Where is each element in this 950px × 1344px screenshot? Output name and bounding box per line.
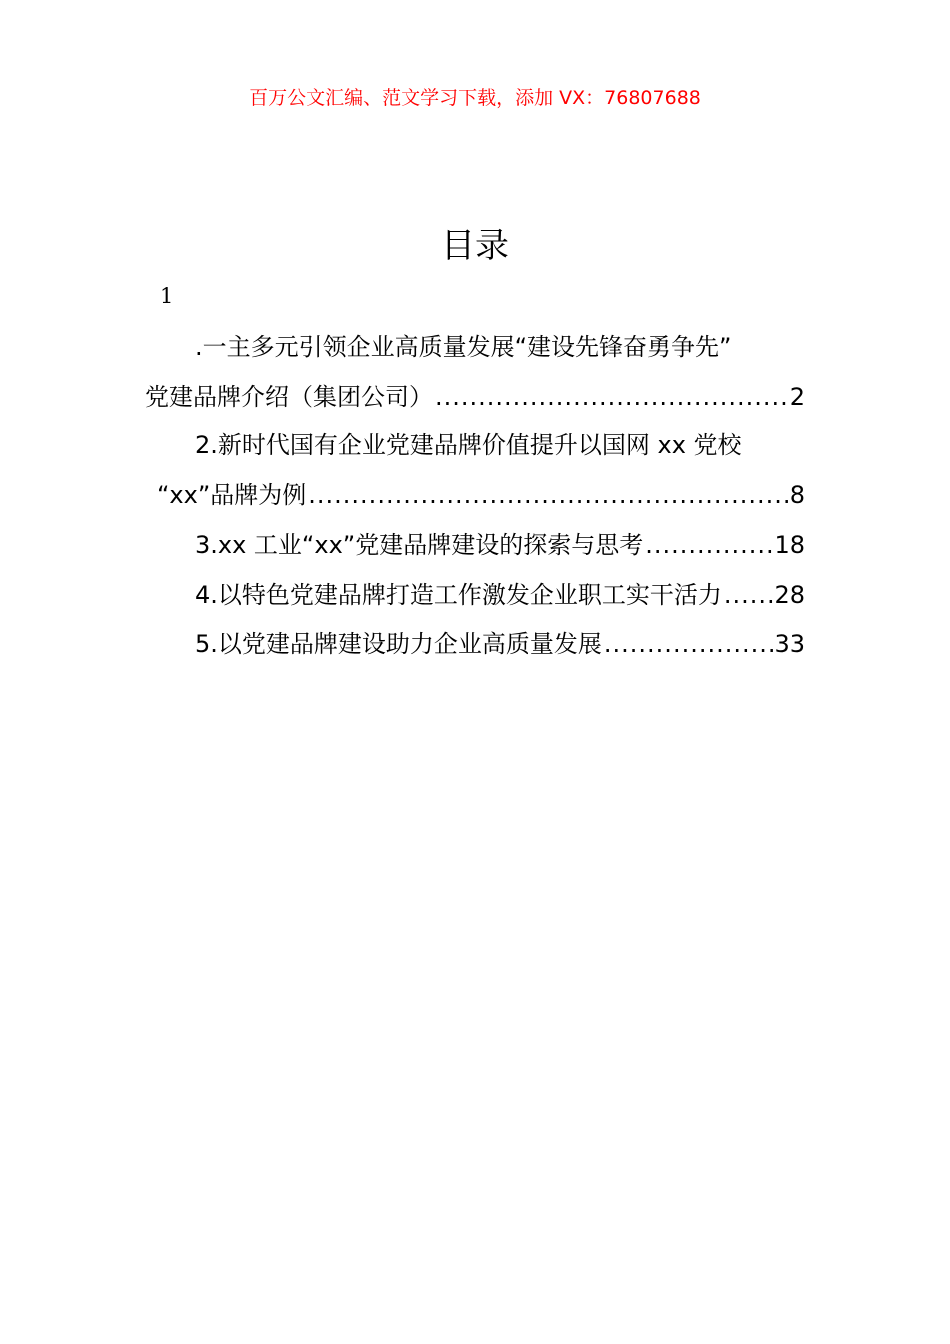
toc-entry-2-line-2[interactable] xyxy=(145,475,805,515)
toc-entry-label: 党建品牌介绍（集团公司） xyxy=(145,383,433,411)
toc-entry-label: 5.以党建品牌建设助力企业高质量发展 xyxy=(195,630,602,658)
toc-dot-leader xyxy=(722,575,775,615)
toc-entry-page-number: 28 xyxy=(774,581,805,609)
header-watermark-note: 百万公文汇编、范文学习下载，添加 VX：76807688 xyxy=(249,87,701,109)
toc-entry-page-number: 2 xyxy=(789,383,805,411)
toc-entry-label: “xx”品牌为例 xyxy=(157,481,307,509)
toc-title: 目录 xyxy=(441,226,509,266)
toc-dot-leader xyxy=(602,624,775,664)
toc-dot-leader xyxy=(433,377,790,417)
toc-entry-3[interactable] xyxy=(145,525,805,565)
toc-entry-label: 2.新时代国有企业党建品牌价值提升以国网 xx 党校 xyxy=(195,431,742,459)
toc-entry-page-number: 18 xyxy=(774,531,805,559)
toc-entry-label: .一主多元引领企业高质量发展“建设先锋奋勇争先” xyxy=(195,333,732,361)
toc-entry-label: 3.xx 工业“xx”党建品牌建设的探索与思考 xyxy=(195,531,644,559)
toc-entry-page-number: 33 xyxy=(774,630,805,658)
toc-entry-1-line-1[interactable] xyxy=(145,327,805,367)
toc-entry-4[interactable] xyxy=(145,575,805,615)
toc-entry-page-number: 8 xyxy=(789,481,805,509)
toc-dot-leader xyxy=(306,475,789,515)
toc-entry-label: 4.以特色党建品牌打造工作激发企业职工实干活力 xyxy=(195,581,722,609)
toc-entry-1-line-2[interactable] xyxy=(145,377,805,417)
toc-dot-leader xyxy=(643,525,774,565)
toc-entry-5[interactable] xyxy=(145,624,805,664)
toc-number-marker: 1 xyxy=(160,284,174,308)
toc-entry-2-line-1[interactable] xyxy=(145,425,805,465)
